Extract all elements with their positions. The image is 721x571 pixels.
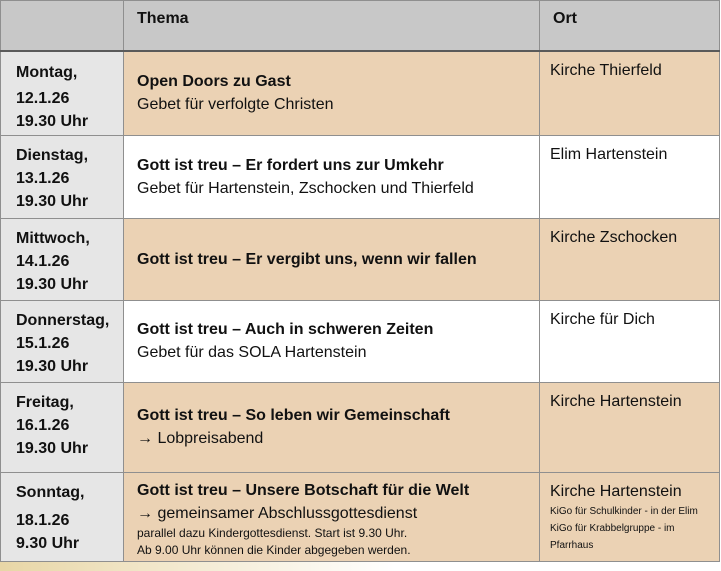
day-time: 19.30 Uhr	[16, 357, 89, 375]
topic-subtitle: Gebet für das SOLA Hartenstein	[137, 344, 367, 361]
header-row	[1, 1, 720, 52]
day-name: Donnerstag,	[16, 311, 110, 329]
place-cell	[540, 300, 720, 382]
day-cell	[1, 382, 124, 472]
topic-title: Gott ist treu – Er vergibt uns, wenn wir fallen	[137, 250, 477, 268]
place-cell	[540, 218, 720, 300]
day-date: 18.1.26	[16, 511, 70, 529]
day-name: Mittwoch,	[16, 229, 90, 247]
place-name: Kirche Hartenstein	[550, 392, 682, 410]
day-cell	[1, 218, 124, 300]
topic-subtitle: Gebet für Hartenstein, Zschocken und Thierfeld	[137, 179, 474, 197]
topic-title: Gott ist treu – Er fordert uns zur Umkehr	[137, 156, 444, 174]
topic-title: Gott ist treu – Auch in schweren Zeiten	[137, 321, 434, 338]
day-cell	[1, 300, 124, 382]
day-cell	[1, 472, 124, 561]
table-row	[1, 300, 720, 382]
topic-cell	[124, 218, 540, 300]
topic-cell	[124, 300, 540, 382]
day-date: 15.1.26	[16, 334, 70, 352]
topic-cell	[124, 51, 540, 135]
place-cell	[540, 472, 720, 561]
day-date: 13.1.26	[16, 169, 70, 187]
place-name: Kirche Hartenstein	[550, 482, 682, 500]
topic-cell	[124, 135, 540, 218]
place-cell	[540, 51, 720, 135]
day-time: 19.30 Uhr	[16, 192, 89, 210]
day-date: 14.1.26	[16, 252, 70, 270]
topic-cell	[124, 382, 540, 472]
table-row	[1, 135, 720, 218]
place-name: Kirche Thierfeld	[550, 62, 662, 79]
day-cell	[1, 135, 124, 218]
topic-subtitle: → gemeinsamer Abschlussgottesdienst	[137, 504, 418, 522]
topic-title: Open Doors zu Gast	[137, 73, 291, 91]
topic-cell	[124, 472, 540, 561]
table-row	[1, 51, 720, 135]
topic-title: Gott ist treu – Unsere Botschaft für die Welt	[137, 481, 470, 499]
table-row	[1, 218, 720, 300]
day-time: 19.30 Uhr	[16, 113, 89, 130]
topic-subtitle: → Lobpreisabend	[137, 430, 264, 447]
place-note: KiGo für Krabbelgruppe - im Pfarrhaus	[550, 522, 675, 551]
topic-title: Gott ist treu – So leben wir Gemeinschaft	[137, 407, 450, 424]
topic-subtitle: Gebet für verfolgte Christen	[137, 96, 334, 114]
day-name: Montag,	[16, 64, 78, 81]
topic-note: Ab 9.00 Uhr können die Kinder abgegeben werden.	[137, 542, 411, 557]
place-note: KiGo für Schulkinder - in der Elim	[550, 505, 698, 517]
day-date: 12.1.26	[16, 90, 70, 107]
table-row	[1, 472, 720, 561]
day-name: Freitag,	[16, 393, 74, 411]
day-time: 19.30 Uhr	[16, 439, 89, 457]
place-name: Kirche Zschocken	[550, 228, 678, 246]
day-date: 16.1.26	[16, 416, 70, 434]
day-name: Sonntag,	[16, 483, 85, 501]
day-time: 9.30 Uhr	[16, 534, 80, 552]
place-name: Kirche für Dich	[550, 310, 655, 328]
header-topic: Thema	[124, 1, 540, 52]
header-day	[1, 1, 124, 52]
day-cell	[1, 51, 124, 135]
topic-note: parallel dazu Kindergottesdienst. Start ist 9.30 Uhr.	[137, 525, 408, 540]
header-place: Ort	[540, 1, 720, 52]
place-cell	[540, 382, 720, 472]
day-time: 19.30 Uhr	[16, 275, 89, 293]
table-row	[1, 382, 720, 472]
place-cell	[540, 135, 720, 218]
decorative-strip	[0, 562, 719, 571]
day-name: Dienstag,	[16, 146, 89, 164]
place-name: Elim Hartenstein	[550, 145, 668, 163]
